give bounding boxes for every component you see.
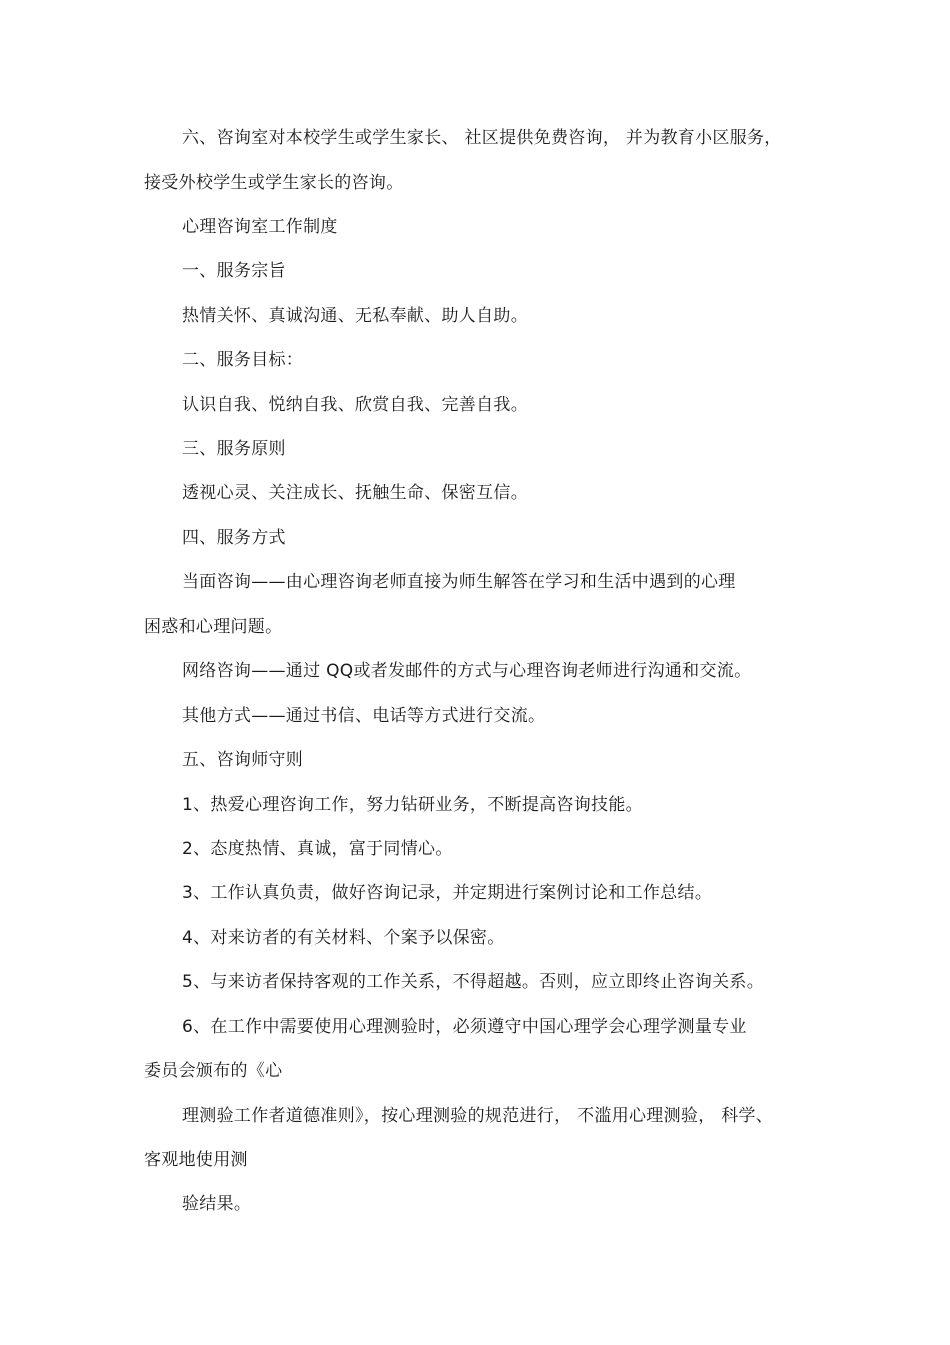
rule-6-line3: 理测验工作者道德准则》，按心理测验的规范进行， 不滥用心理测验， 科学、 [182, 1106, 774, 1126]
heading-service-principle: 三、服务原则 [182, 439, 286, 459]
rule-4: 4、对来访者的有关材料、个案予以保密。 [182, 928, 505, 948]
method-face-to-face-line2: 困惑和心理问题。 [144, 617, 283, 637]
service-principle-text: 透视心灵、关注成长、抚触生命、保密互信。 [182, 483, 528, 503]
service-goal-text: 认识自我、悦纳自我、欣赏自我、完善自我。 [182, 395, 528, 415]
heading-counselor-rules: 五、咨询师守则 [182, 750, 304, 770]
method-online: 网络咨询——通过 QQ或者发邮件的方式与心理咨询老师进行沟通和交流。 [182, 661, 752, 681]
paragraph-six-line2: 接受外校学生或学生家长的咨询。 [144, 173, 404, 193]
method-face-to-face-line1: 当面咨询——由心理咨询老师直接为师生解答在学习和生活中遇到的心理 [182, 572, 736, 592]
rule-3: 3、工作认真负责，做好咨询记录，并定期进行案例讨论和工作总结。 [182, 883, 713, 903]
section-title: 心理咨询室工作制度 [182, 217, 338, 237]
heading-service-purpose: 一、服务宗旨 [182, 261, 286, 281]
rule-6-line5: 验结果。 [182, 1194, 252, 1214]
rule-1: 1、热爱心理咨询工作，努力钻研业务，不断提高咨询技能。 [182, 795, 643, 815]
heading-service-method: 四、服务方式 [182, 528, 286, 548]
service-purpose-text: 热情关怀、真诚沟通、无私奉献、助人自助。 [182, 306, 528, 326]
rule-5: 5、与来访者保持客观的工作关系，不得超越。否则，应立即终止咨询关系。 [182, 972, 765, 992]
rule-2: 2、态度热情、真诚，富于同情心。 [182, 839, 453, 859]
rule-6-line1: 6、在工作中需要使用心理测验时，必须遵守中国心理学会心理学测量专业 [182, 1017, 747, 1037]
paragraph-six-line1: 六、咨询室对本校学生或学生家长、 社区提供免费咨询， 并为教育小区服务， [182, 128, 782, 148]
method-other: 其他方式——通过书信、电话等方式进行交流。 [182, 706, 546, 726]
rule-6-line4: 客观地使用测 [144, 1150, 248, 1170]
heading-service-goal: 二、服务目标： [182, 350, 304, 370]
rule-6-line2: 委员会颁布的《心 [144, 1061, 283, 1081]
